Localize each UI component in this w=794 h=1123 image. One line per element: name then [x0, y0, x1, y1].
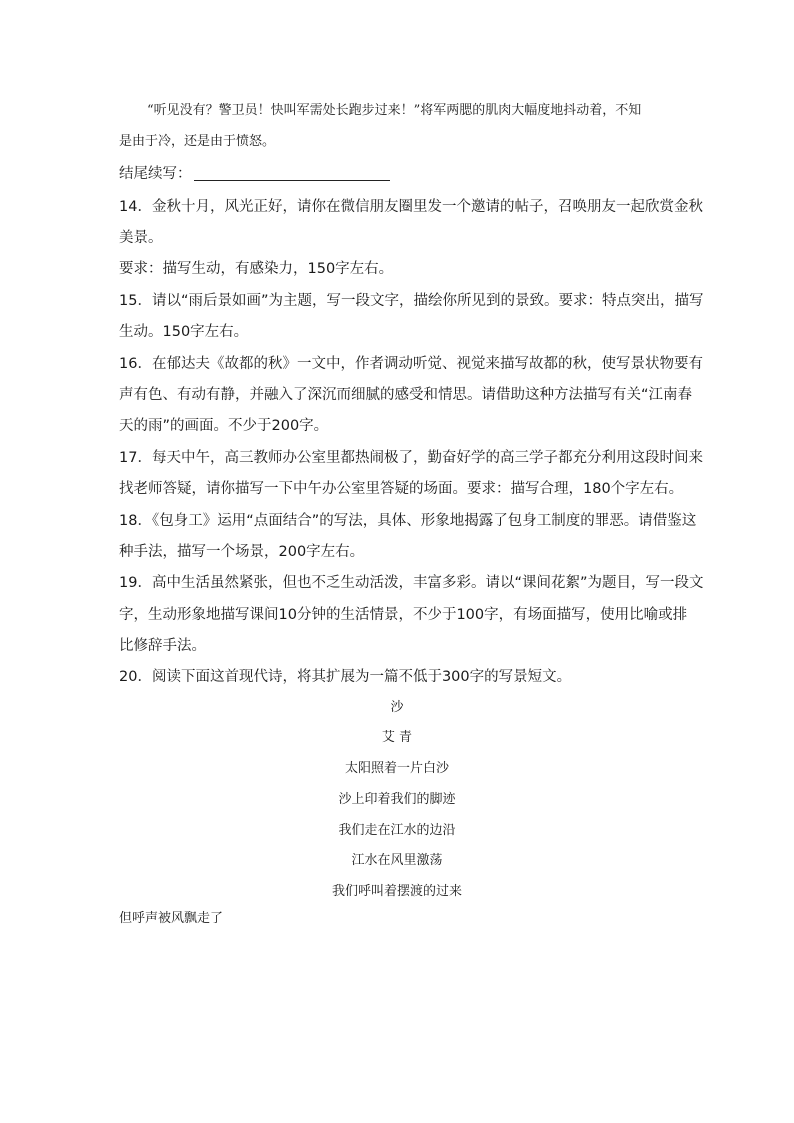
ending-label: 结尾续写：	[119, 166, 192, 182]
poem-last-line: 但呼声被风飘走了	[119, 911, 224, 926]
quote-line-2: 是由于冷，还是由于愤怒。	[119, 134, 276, 149]
question-19-line-3: 比修辞手法。	[119, 638, 206, 654]
poem-line-3: 我们走在江水的边沿	[338, 823, 456, 838]
question-16-line-1: 16．在郁达夫《故都的秋》一文中，作者调动听觉、视觉来描写故都的秋，使写景状物要有	[119, 356, 703, 372]
question-14-line-1: 14．金秋十月，风光正好，请你在微信朋友圈里发一个邀请的帖子，召唤朋友一起欣赏金秋	[119, 199, 703, 215]
question-20-line-1: 20．阅读下面这首现代诗，将其扩展为一篇不低于300字的写景短文。	[119, 669, 572, 685]
ending-continuation-row	[119, 164, 390, 184]
question-14-line-3: 要求：描写生动，有感染力，150字左右。	[119, 261, 394, 277]
quote-line-1: “听见没有？警卫员！快叫军需处长跑步过来！”将军两腮的肌肉大幅度地抖动着，不知	[147, 103, 642, 118]
question-18-line-1: 18．《包身工》运用“点面结合”的写法，具体、形象地揭露了包身工制度的罪恶。请借鉴这	[119, 513, 697, 529]
question-18-line-2: 种手法，描写一个场景，200字左右。	[119, 544, 365, 560]
poem-author: 艾 青	[381, 730, 413, 745]
question-17-line-1: 17．每天中午，高三教师办公室里都热闹极了，勤奋好学的高三学子都充分利用这段时间来	[119, 450, 703, 466]
question-14-line-2: 美景。	[119, 230, 163, 246]
question-16-line-3: 天的雨”的画面。不少于200字。	[119, 418, 329, 434]
poem-line-5: 我们呼叫着摆渡的过来	[331, 884, 462, 899]
question-19-line-2: 字，生动形象地描写课间10分钟的生活情景，不少于100字，有场面描写，使用比喻或排	[119, 607, 688, 623]
question-15-line-2: 生动。150字左右。	[119, 324, 249, 340]
poem-line-4: 江水在风里激荡	[351, 853, 443, 868]
question-15-line-1: 15．请以“雨后景如画”为主题，写一段文字，描绘你所见到的景致。要求：特点突出，描写	[119, 293, 704, 309]
poem-line-1: 太阳照着一片白沙	[344, 761, 449, 776]
poem-line-2: 沙上印着我们的脚迹	[338, 792, 456, 807]
question-16-line-2: 声有色、有动有静，并融入了深沉而细腻的感受和情思。请借助这种方法描写有关“江南春	[119, 387, 693, 403]
poem-title: 沙	[390, 700, 404, 715]
question-19-line-1: 19．高中生活虽然紧张，但也不乏生动活泼，丰富多彩。请以“课间花絮”为题目，写一段文	[119, 575, 704, 591]
answer-blank[interactable]	[194, 166, 390, 181]
question-17-line-2: 找老师答疑，请你描写一下中午办公室里答疑的场面。要求：描写合理，180个字左右。	[119, 481, 684, 497]
